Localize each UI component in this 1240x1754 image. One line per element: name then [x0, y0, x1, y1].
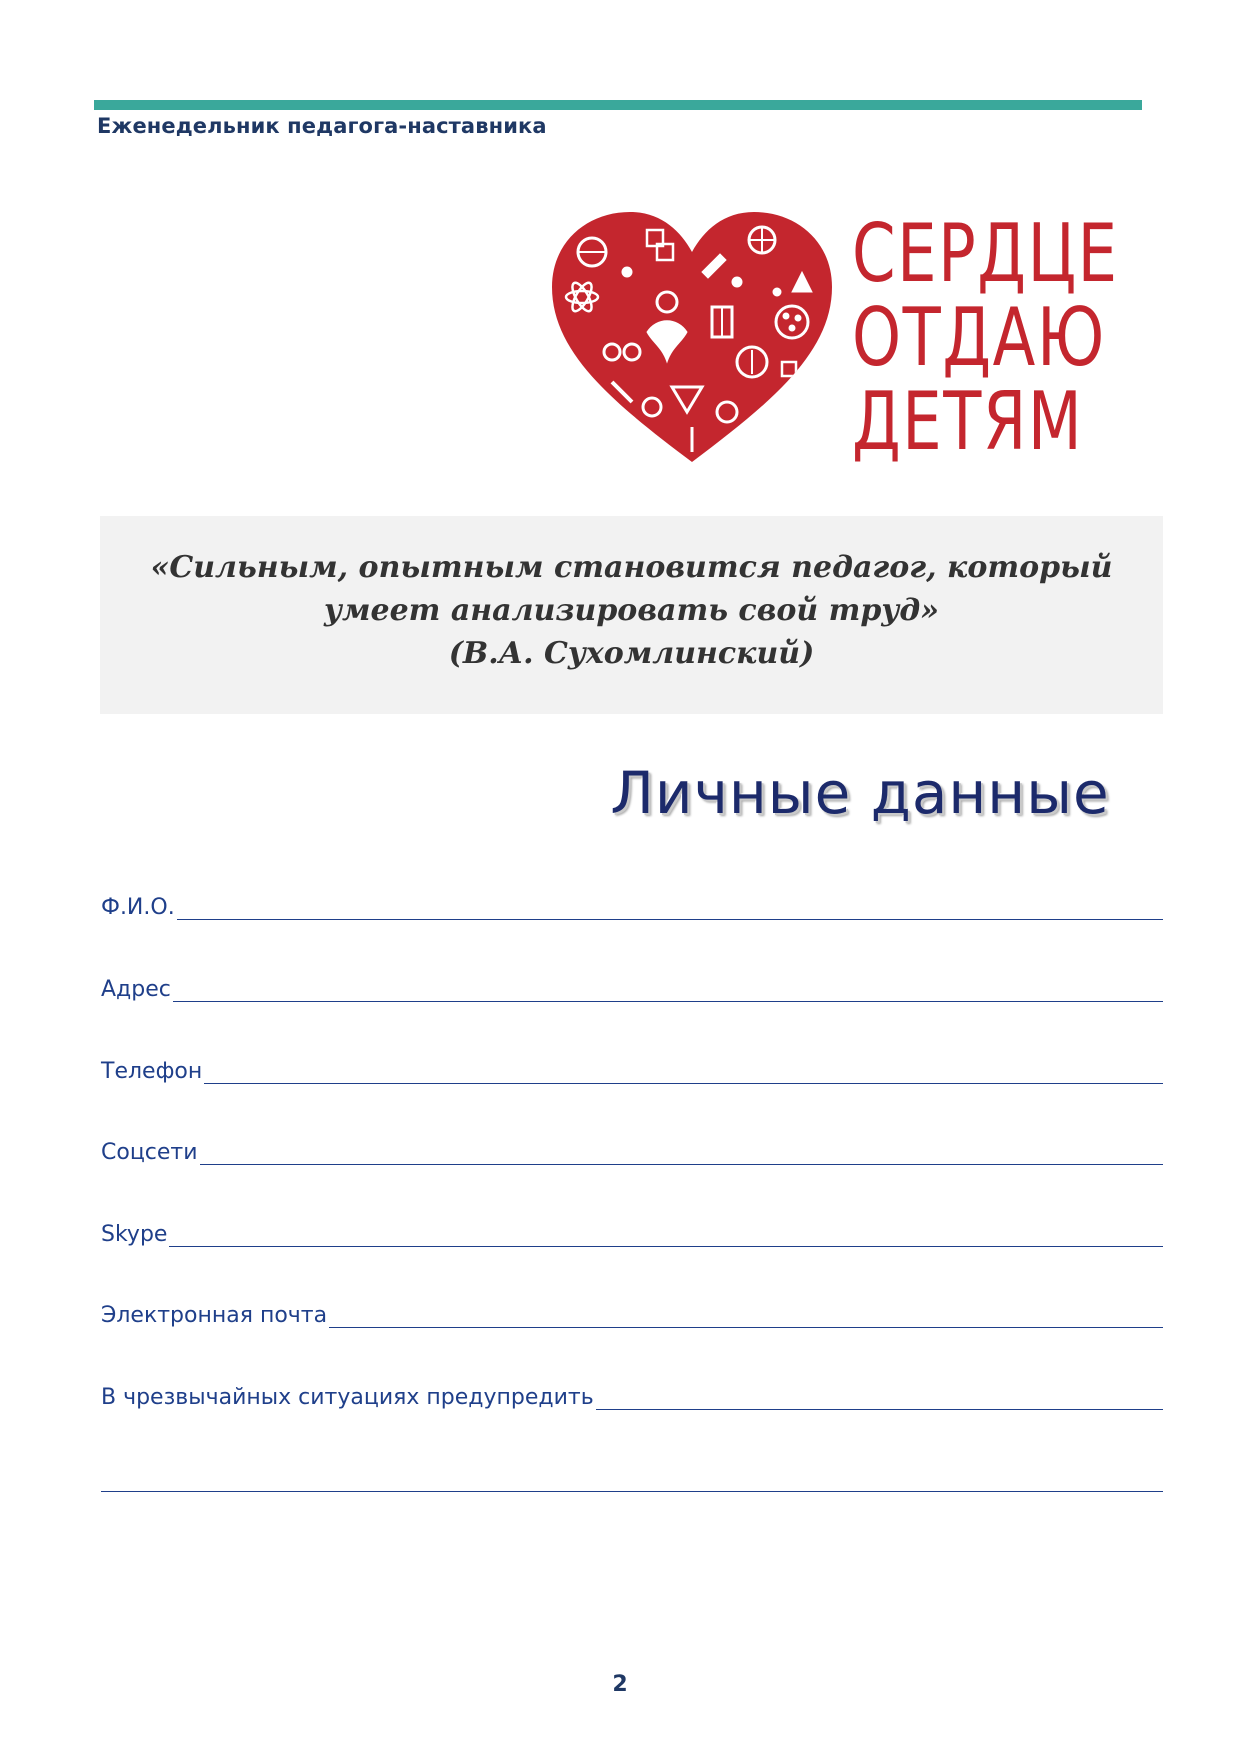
quote-block: [100, 516, 1163, 714]
quote-author: (В.А. Сухомлинский): [448, 636, 815, 671]
field-emergency-continued[interactable]: [101, 1462, 1163, 1496]
field-line-address[interactable]: [173, 1001, 1163, 1002]
field-line-skype[interactable]: [169, 1246, 1163, 1247]
header-rule: [94, 100, 1142, 110]
field-skype[interactable]: [101, 1217, 1163, 1251]
field-address[interactable]: [101, 972, 1163, 1006]
field-email[interactable]: [101, 1298, 1163, 1332]
field-label-social: Соцсети: [101, 1140, 198, 1165]
field-line-fio[interactable]: [177, 919, 1163, 920]
field-label-address: Адрес: [101, 977, 171, 1002]
field-phone[interactable]: [101, 1054, 1163, 1088]
logo-text: [852, 207, 1132, 468]
field-emergency[interactable]: [101, 1380, 1163, 1414]
logo-serdtse-otdayu-detyam: [552, 207, 1132, 472]
field-fio[interactable]: [101, 890, 1163, 924]
page-number: 2: [612, 1672, 628, 1697]
field-social[interactable]: [101, 1135, 1163, 1169]
field-label-skype: Skype: [101, 1222, 168, 1247]
field-label-email: Электронная почта: [101, 1303, 328, 1328]
field-line-social[interactable]: [200, 1164, 1163, 1165]
section-title: Личные данные: [610, 759, 1110, 827]
heart-icon: [552, 212, 832, 467]
logo-line-2: ОТДАЮ: [852, 291, 1106, 384]
field-line-emergency[interactable]: [596, 1409, 1163, 1410]
field-line-phone[interactable]: [204, 1083, 1163, 1084]
field-label-emergency: В чрезвычайных ситуациях предупредить: [101, 1385, 594, 1410]
document-header-title: Еженедельник педагога-наставника: [97, 114, 547, 138]
quote-text: [100, 546, 1163, 675]
quote-line-2: умеет анализировать свой труд»: [324, 593, 939, 628]
field-line-emergency-continued[interactable]: [101, 1491, 1163, 1492]
logo-line-3: ДЕТЯМ: [852, 375, 1084, 468]
field-label-phone: Телефон: [101, 1059, 203, 1084]
field-line-email[interactable]: [329, 1327, 1163, 1328]
field-label-fio: Ф.И.О.: [101, 895, 175, 920]
logo-line-1: СЕРДЦЕ: [852, 207, 1119, 300]
quote-line-1: «Сильным, опытным становится педагог, который: [150, 550, 1113, 585]
